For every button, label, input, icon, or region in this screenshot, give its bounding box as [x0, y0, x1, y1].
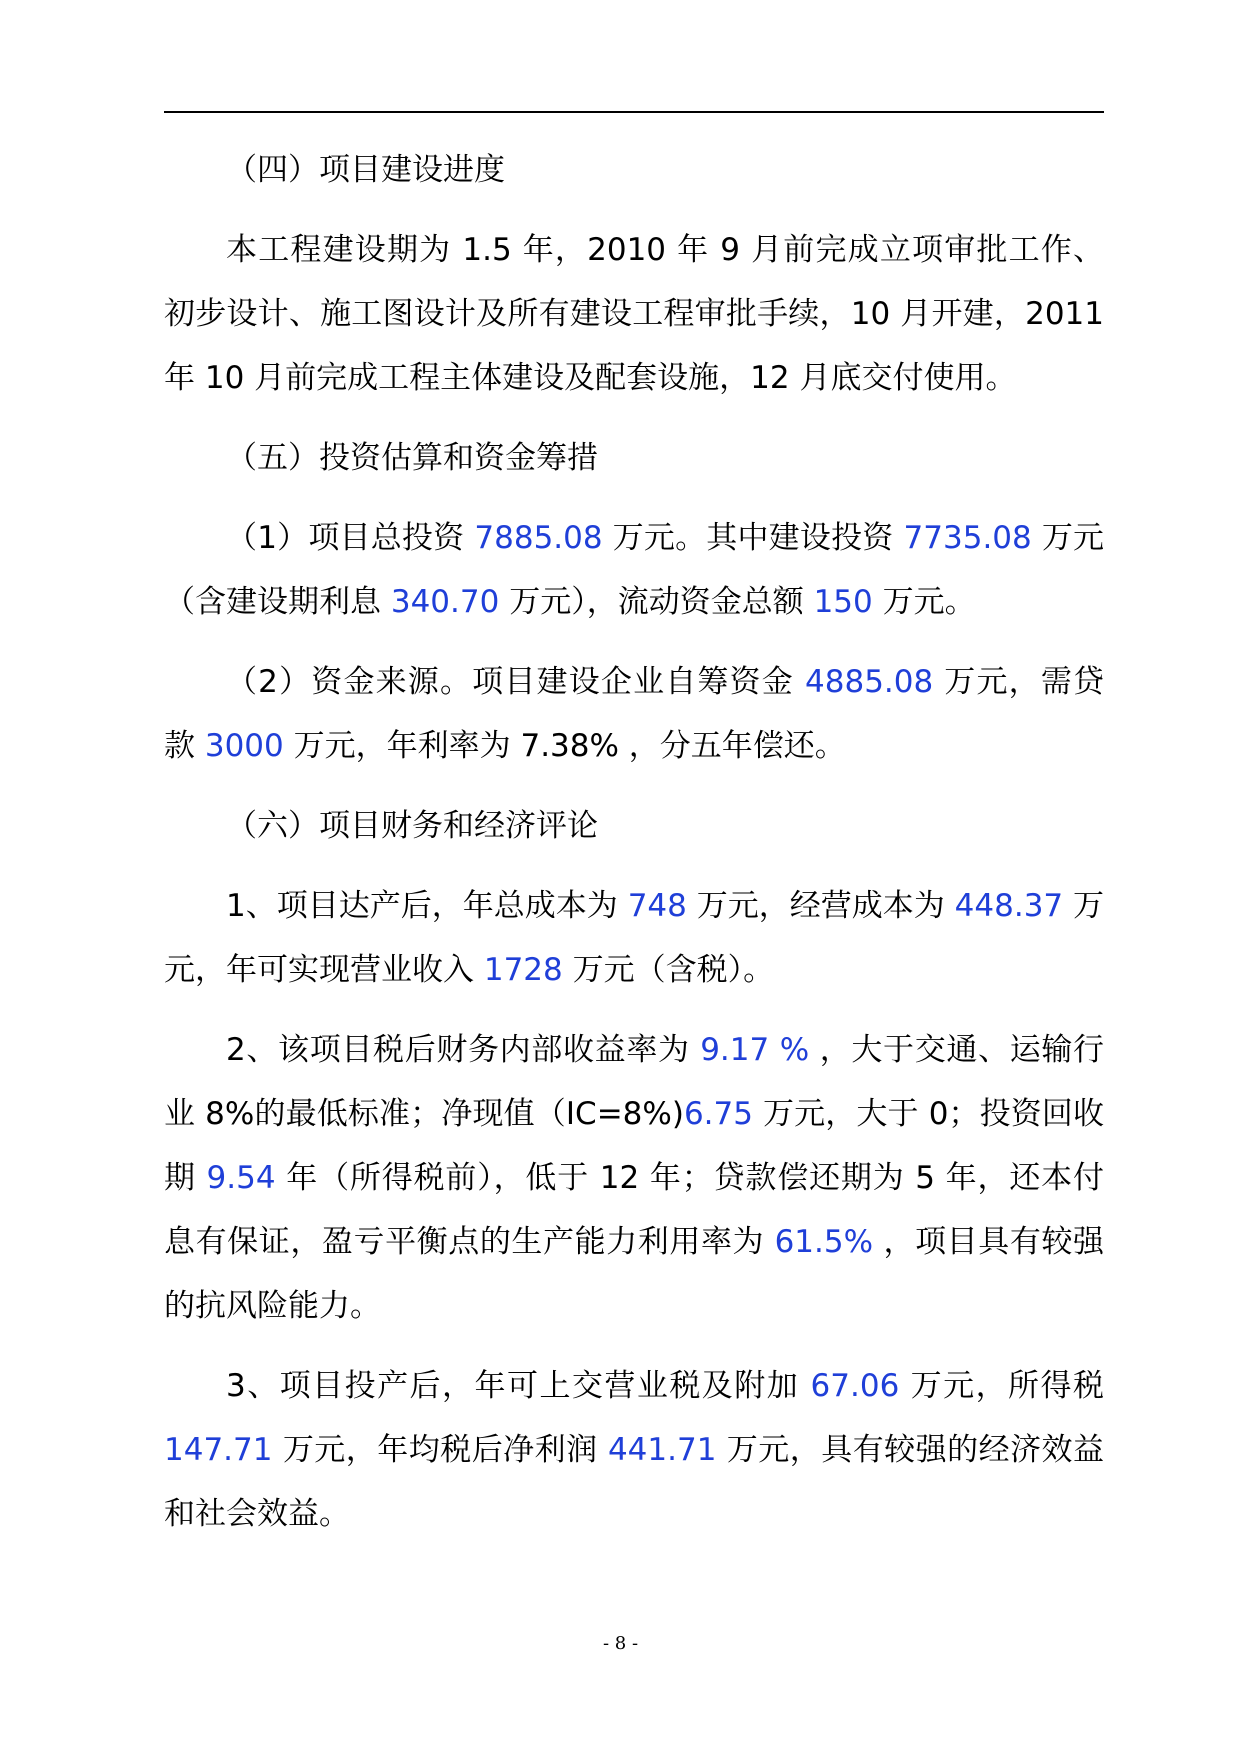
- income-tax-value: 147.71: [164, 1432, 273, 1468]
- page-number: - 8 -: [602, 1633, 639, 1654]
- funding-source-paragraph: [164, 650, 1104, 778]
- section-4-heading: （四）项目建设进度: [226, 152, 505, 188]
- working-capital-value: 150: [813, 584, 873, 620]
- text-run: 万元。其中建设投资: [612, 520, 894, 556]
- text-run: 万元，大于 0；投资回收期: [164, 1096, 1104, 1196]
- text-run: 年（所得税前），低于 12 年；贷款偿还期为 5 年，还本付息有保证，盈亏平衡点的生产能力利用率为: [164, 1160, 1104, 1260]
- text-run: （1）项目总投资: [226, 520, 465, 556]
- total-cost-value: 748: [627, 888, 687, 924]
- loan-value: 3000: [204, 728, 284, 764]
- net-profit-value: 441.71: [607, 1432, 717, 1468]
- text-run: 万元（含建设期利息: [164, 520, 1105, 620]
- text-run: 万元（含税）。: [572, 952, 775, 988]
- business-tax-value: 67.06: [810, 1368, 900, 1404]
- operating-cost-value: 448.37: [954, 888, 1064, 924]
- cost-paragraph: [164, 874, 1104, 1002]
- payback-value: 9.54: [206, 1160, 276, 1196]
- tax-profit-paragraph: [164, 1354, 1104, 1546]
- investment-total-paragraph: [164, 506, 1104, 634]
- construction-investment-value: 7735.08: [903, 520, 1032, 556]
- text-run: 1、项目达产后，年总成本为: [226, 888, 618, 924]
- text-run: 万元，所得税: [910, 1368, 1104, 1404]
- irr-value: 9.17 %: [700, 1032, 810, 1068]
- text-run: 3、项目投产后，年可上交营业税及附加: [226, 1368, 800, 1404]
- text-run: 万元，年利率为 7.38% ，分五年偿还。: [293, 728, 846, 764]
- section-6-heading: （六）项目财务和经济评论: [226, 808, 598, 844]
- total-investment-value: 7885.08: [474, 520, 603, 556]
- self-raised-value: 4885.08: [805, 664, 934, 700]
- revenue-value: 1728: [483, 952, 563, 988]
- breakeven-value: 61.5%: [774, 1224, 874, 1260]
- text-run: 万元，需贷款: [164, 664, 1105, 764]
- text-run: ，大于交通、运输行业 8%的最低标准；净现值（IC=8%): [164, 1032, 1105, 1132]
- text-run: 万元，年均税后净利润: [282, 1432, 598, 1468]
- text-run: 万元。: [882, 584, 976, 620]
- section-4-paragraph: 本工程建设期为 1.5 年，2010 年 9 月前完成立项审批工作、初步设计、施工图设计及所有建设工程审批手续，10 月开建，2011 年 10 月前完成工程主体建设及配套设施，12 月底交付使用。: [164, 232, 1104, 396]
- text-run: 万元，年可实现营业收入: [164, 888, 1105, 988]
- text-run: ，项目具有较强的抗风险能力。: [164, 1224, 1105, 1324]
- text-run: 万元），流动资金总额: [509, 584, 804, 620]
- text-run: 万元，具有较强的经济效益和社会效益。: [164, 1432, 1105, 1532]
- document-body: [164, 138, 1104, 1562]
- text-run: 万元，经营成本为: [696, 888, 945, 924]
- text-run: 2、该项目税后财务内部收益率为: [226, 1032, 690, 1068]
- header-rule: [164, 111, 1104, 113]
- section-5-heading: （五）投资估算和资金筹措: [226, 440, 598, 476]
- npv-value: 6.75: [683, 1096, 753, 1132]
- interest-value: 340.70: [390, 584, 500, 620]
- text-run: （2）资金来源。项目建设企业自筹资金: [226, 664, 794, 700]
- financial-indicators-paragraph: [164, 1018, 1104, 1338]
